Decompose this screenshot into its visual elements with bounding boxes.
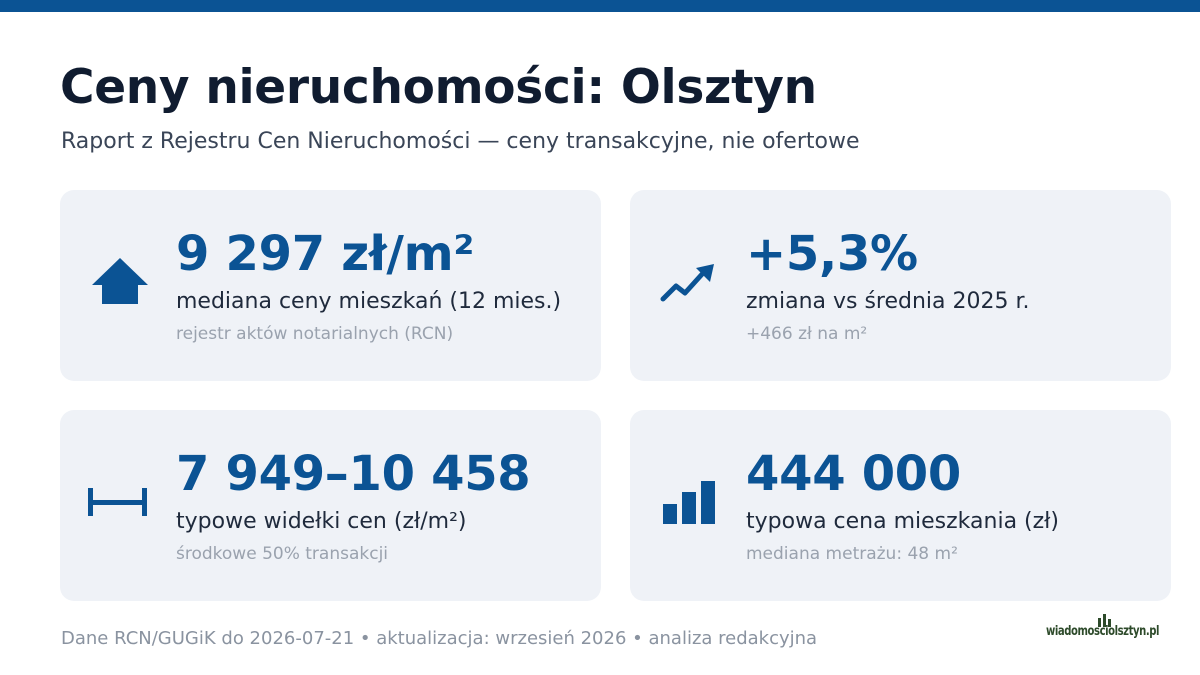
- stat-note: mediana metrażu: 48 m²: [746, 543, 958, 564]
- stat-label: typowa cena mieszkania (zł): [746, 508, 1060, 534]
- page-subtitle: Raport z Rejestru Cen Nieruchomości — ceny transakcyjne, nie ofertowe: [61, 129, 860, 154]
- stat-label: zmiana vs średnia 2025 r.: [746, 288, 1030, 314]
- stat-value: 444 000: [746, 446, 962, 502]
- house-icon: [88, 252, 152, 316]
- stat-value: 7 949–10 458: [176, 446, 531, 502]
- stat-note: rejestr aktów notarialnych (RCN): [176, 323, 454, 344]
- bar-chart-icon: [658, 472, 722, 536]
- page-title: Ceny nieruchomości: Olsztyn: [60, 60, 817, 115]
- stat-card-typical-price: [630, 410, 1171, 601]
- stat-note: +466 zł na m²: [746, 323, 868, 344]
- stat-label: typowe widełki cen (zł/m²): [176, 508, 467, 534]
- range-icon: [88, 472, 152, 536]
- source-footer: Dane RCN/GUGiK do 2026-07-21 • aktualizacja: wrzesień 2026 • analiza redakcyjna: [61, 628, 818, 649]
- stat-value: +5,3%: [746, 226, 918, 282]
- site-logo[interactable]: wiadomosciolsztyn.pl: [1046, 624, 1160, 639]
- stat-card-change: [630, 190, 1171, 381]
- stat-note: środkowe 50% transakcji: [176, 543, 389, 564]
- stat-value: 9 297 zł/m²: [176, 226, 475, 282]
- stat-card-median-price: [60, 190, 601, 381]
- stat-card-price-range: [60, 410, 601, 601]
- top-accent-bar: [0, 0, 1200, 12]
- trend-up-icon: [658, 252, 722, 316]
- stat-label: mediana ceny mieszkań (12 mies.): [176, 288, 562, 314]
